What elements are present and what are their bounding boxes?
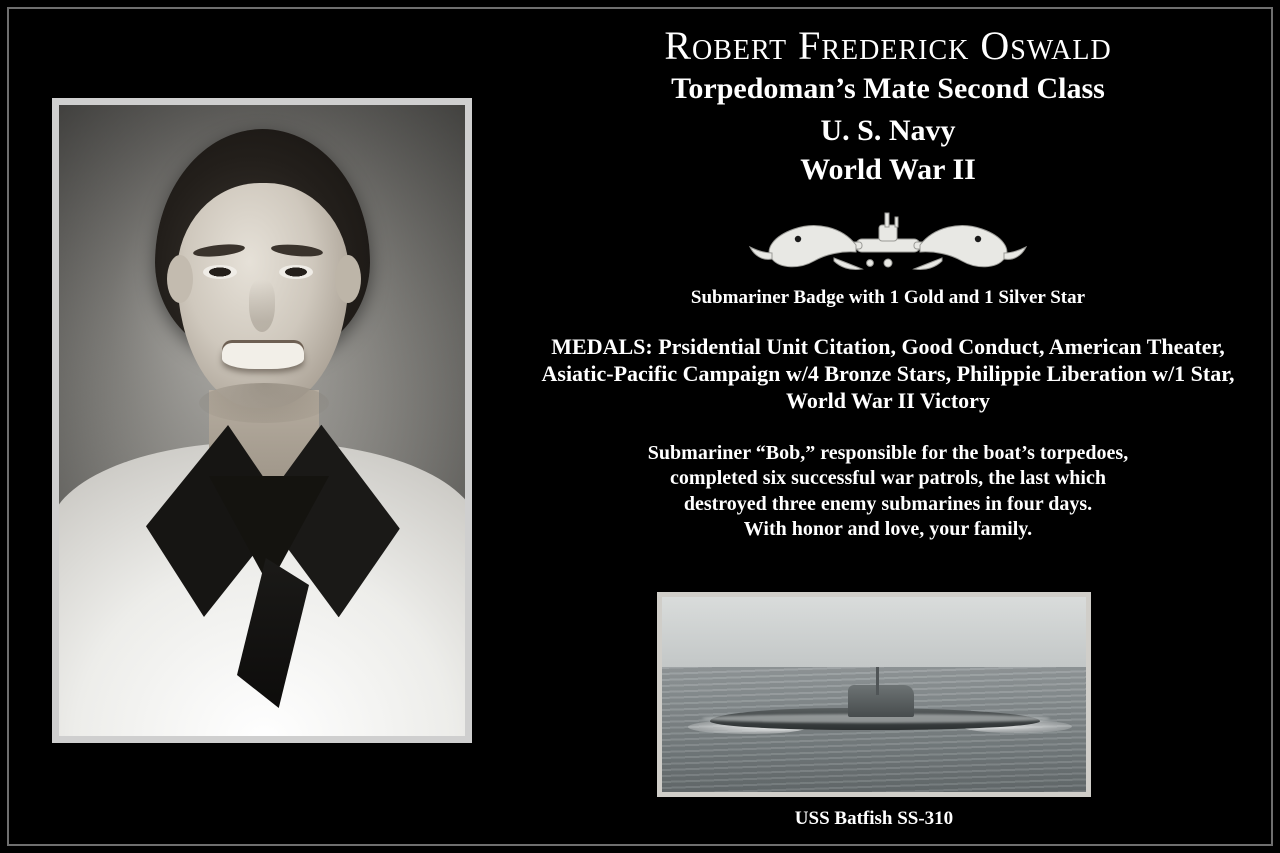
submarine-mast — [876, 667, 879, 695]
inscription-column — [520, 24, 1256, 543]
photo-sky — [662, 597, 1086, 667]
portrait-mouth — [222, 343, 304, 369]
tribute-line: destroyed three enemy submarines in four days. — [683, 492, 1093, 515]
medals-text: MEDALS: Prsidential Unit Citation, Good Conduct, American Theater, Asiatic-Pacific Campaign w/4 Bronze Stars, Philippie Liberation w/1 Star, World War II Victory — [541, 333, 1235, 414]
badge-caption: Submariner Badge with 1 Gold and 1 Silver Star — [690, 286, 1086, 308]
veteran-name: Robert Frederick Oswald — [664, 23, 1112, 68]
veteran-branch: U. S. Navy — [820, 113, 956, 147]
ship-photo — [662, 597, 1086, 792]
veteran-rank: Torpedoman’s Mate Second Class — [671, 71, 1105, 105]
ship-photo-frame — [657, 592, 1091, 797]
tribute-line: completed six successful war patrols, the last which — [670, 467, 1106, 490]
tribute-line: With honor and love, your family. — [743, 518, 1033, 541]
portrait-ear-right — [335, 255, 361, 303]
ship-caption: USS Batfish SS-310 — [794, 808, 954, 829]
portrait-photo-frame — [52, 98, 472, 743]
tribute-line: Submariner “Bob,” responsible for the boat’s torpedoes, — [647, 441, 1129, 464]
portrait-eye-left — [203, 265, 237, 279]
portrait-eye-right — [279, 265, 313, 279]
submariner-dolphins-badge-icon — [520, 203, 1256, 279]
veteran-war: World War II — [800, 152, 976, 186]
submarine-conning-tower — [848, 685, 914, 717]
portrait-chin-shadow — [199, 383, 329, 423]
portrait-photo — [59, 105, 465, 736]
portrait-ear-left — [167, 255, 193, 303]
portrait-nose — [249, 280, 275, 332]
tribute-text — [520, 441, 1256, 543]
